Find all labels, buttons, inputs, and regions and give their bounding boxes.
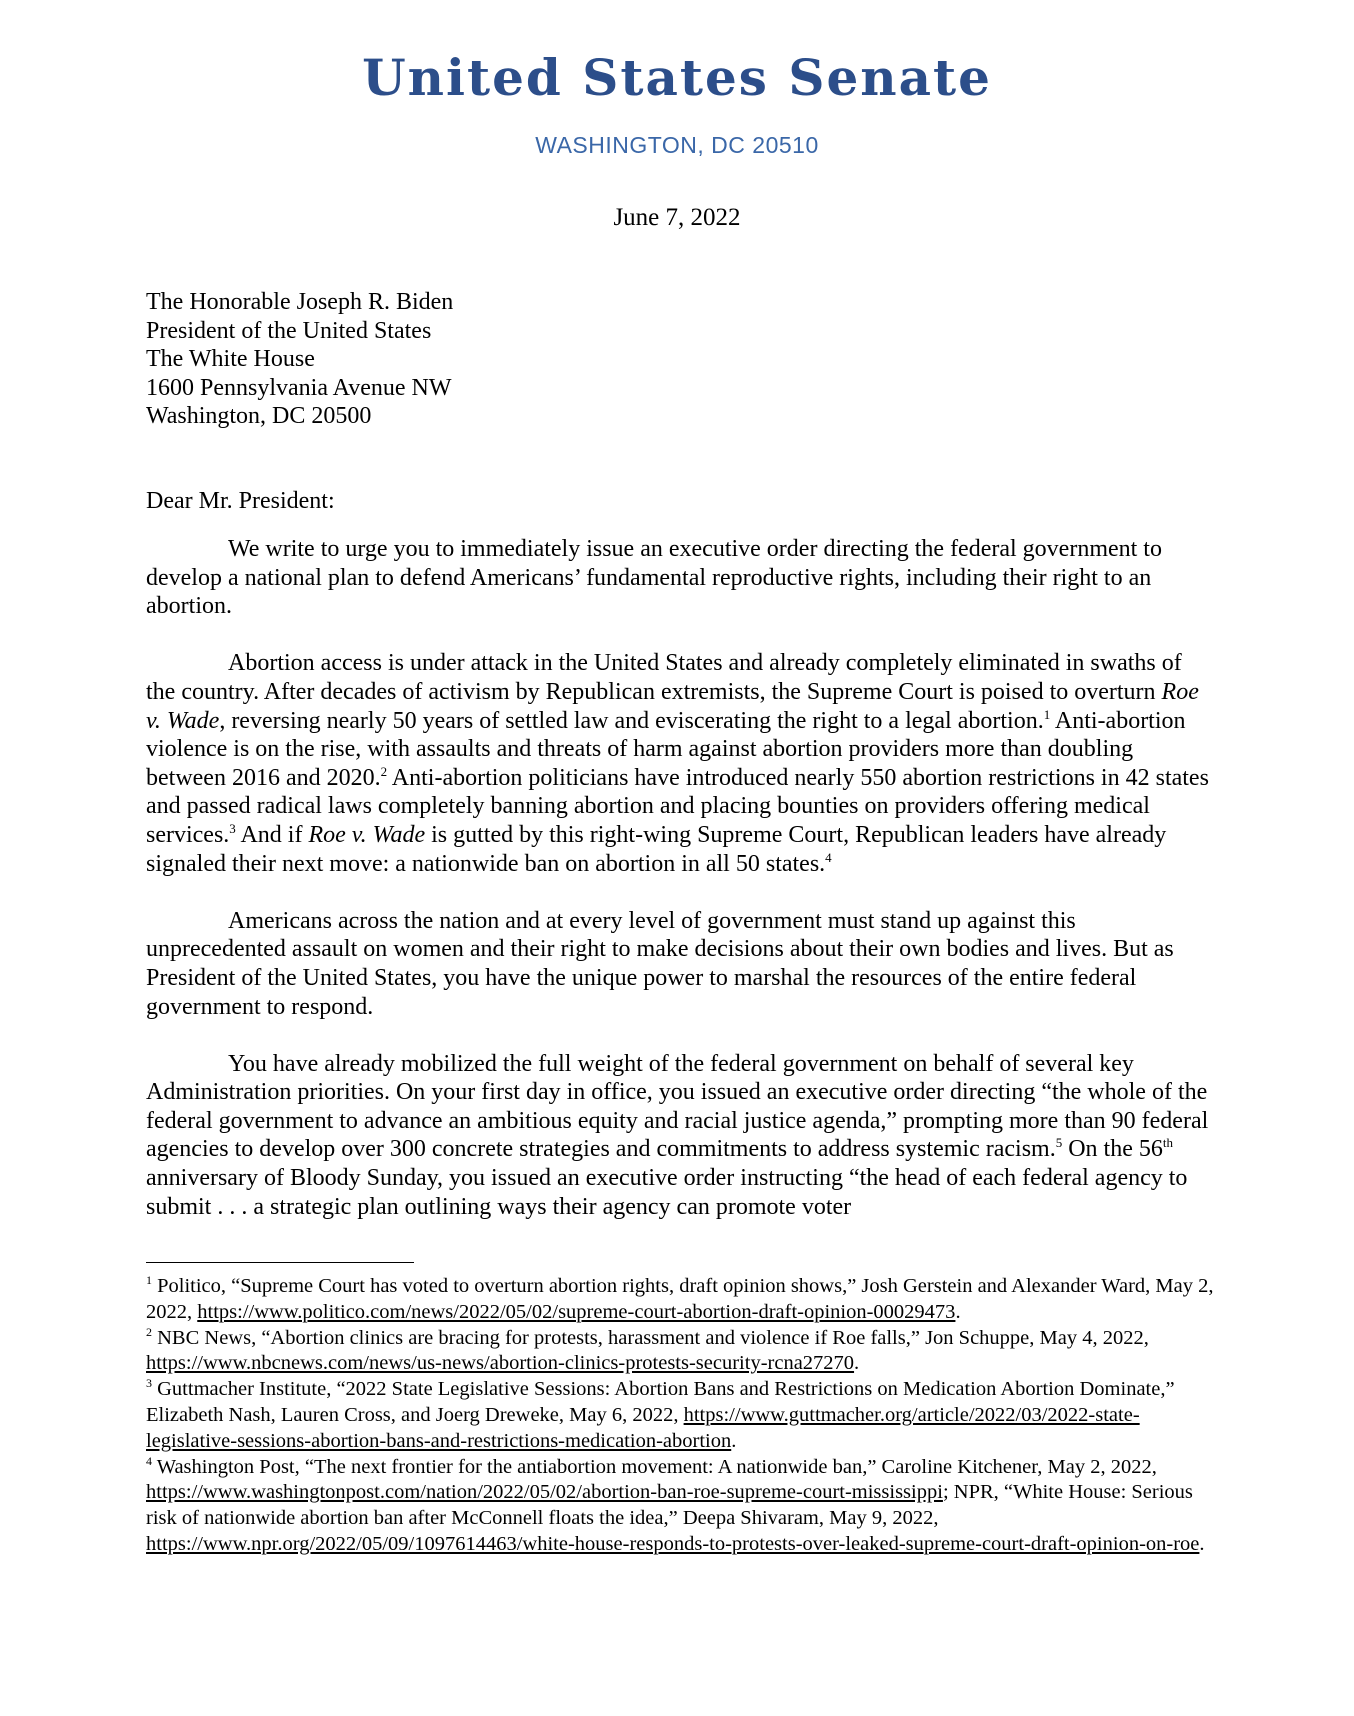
case-name: Roe v. Wade: [308, 821, 426, 848]
footnote-link[interactable]: https://www.npr.org/2022/05/09/1097614463/white-house-responds-to-protests-over-leaked-supreme-court-draft-opinion-on-roe: [146, 1532, 1200, 1555]
salutation: Dear Mr. President:: [146, 488, 335, 514]
address-line: Washington, DC 20500: [146, 403, 372, 430]
address-line: President of the United States: [146, 317, 432, 344]
footnote-link[interactable]: https://www.washingtonpost.com/nation/2022/05/02/abortion-ban-roe-supreme-court-mississippi: [146, 1481, 943, 1504]
footnote-ref[interactable]: 5: [1055, 1135, 1063, 1151]
paragraph-4: You have already mobilized the full weight of the federal government on behalf of several key Administration priorities. On your first day in office, you issued an executive order directing “the whole of the federal government to advance an ambitious equity and racial justice agenda,” prompting more than 90 federal agencies to develop over 300 concrete strategies and commitments to address systemic racism.$^5$ On the 56th anniversary of Bloody Sunday, you issued an executive order instructing “the head of each federal agency to submit . . . a strategic plan outlining ways their agency can promote voter: [146, 1050, 1209, 1220]
paragraph-2: Abortion access is under attack in the United States and already completely eliminated in swaths of the country. After decades of activism by Republican extremists, the Supreme Court is poised to overturn Roe v. Wade, reversing nearly 50 years of settled law and eviscerating the right to a legal abortion.$^1$ Anti-abortion violence is on the rise, with assaults and threats of harm against abortion providers more than doubling between 2016 and 2020.$^2$ Anti-abortion politicians have introduced nearly 550 abortion restrictions in 42 states and passed radical laws completely banning abortion and placing bounties on providers offering medical services.$^3$ And if Roe v. Wade is gutted by this right-wing Supreme Court, Republican leaders have already signaled their next move: a nationwide ban on abortion in all 50 states.$^4$: [146, 650, 1209, 877]
letterhead-location: WASHINGTON, DC 20510: [535, 132, 819, 158]
footnote-link[interactable]: https://www.nbcnews.com/news/us-news/abortion-clinics-protests-security-rcna27270: [146, 1352, 855, 1375]
letter-body: [146, 535, 1216, 1250]
case-name: Roe v. Wade: [146, 678, 1199, 734]
footnote-ref[interactable]: 3: [229, 820, 236, 836]
footnote-ref[interactable]: 1: [1043, 706, 1051, 722]
address-line: The White House: [146, 346, 315, 373]
footnote-3: $^3$ Guttmacher Institute, “2022 State Legislative Sessions: Abortion Bans and Restrictions on Medication Abortion Dominate,” Elizabeth Nash, Lauren Cross, and Joerg Dreweke, May 6, 2022, https://www.guttmacher.org/article/2022/03/2022-state-legislative-sessions-abortion-bans-and-restrictions-medication-abortion.: [146, 1376, 1175, 1452]
address-line: 1600 Pennsylvania Avenue NW: [146, 374, 452, 401]
letter-date: June 7, 2022: [613, 204, 741, 231]
footnotes: [146, 1274, 1216, 1558]
footnote-link[interactable]: https://www.politico.com/news/2022/05/02/supreme-court-abortion-draft-opinion-00029473: [197, 1300, 956, 1323]
recipient-address: [146, 288, 1216, 431]
footnote-1: $^1$ Politico, “Supreme Court has voted to overturn abortion rights, draft opinion shows,” Josh Gerstein and Alexander Ward, May 2, 2022, https://www.politico.com/news/2022/05/02/supreme-court-abortion-draft-opinion-00029473.: [146, 1273, 1214, 1323]
letterhead-title: United States Senate: [362, 48, 992, 107]
footnote-divider: [146, 1262, 414, 1263]
footnote-ref[interactable]: 2: [380, 763, 388, 779]
address-line: The Honorable Joseph R. Biden: [146, 289, 454, 315]
footnote-2: $^2$ NBC News, “Abortion clinics are bracing for protests, harassment and violence if Roe falls,” Jon Schuppe, May 4, 2022, https://www.nbcnews.com/news/us-news/abortion-clinics-protests-security-rcna27270.: [146, 1324, 1149, 1375]
paragraph-3: Americans across the nation and at every level of government must stand up against this unprecedented assault on women and their right to make decisions about their own bodies and lives. But as President of the United States, you have the unique power to marshal the resources of the entire federal government to respond.: [146, 907, 1174, 1020]
footnote-ref[interactable]: 4: [825, 849, 832, 865]
ordinal-suffix: th: [1162, 1135, 1173, 1151]
footnote-link[interactable]: https://www.guttmacher.org/article/2022/03/2022-state-legislative-sessions-abortion-bans-and-restrictions-medication-abortion: [146, 1403, 1140, 1452]
paragraph-1: We write to urge you to immediately issue an executive order directing the federal government to develop a national plan to defend Americans’ fundamental reproductive rights, including their right to an abortion.: [146, 536, 1162, 620]
footnote-4: $^4$ Washington Post, “The next frontier for the antiabortion movement: A nationwide ban,” Caroline Kitchener, May 2, 2022, https://www.washingtonpost.com/nation/2022/05/02/abortion-ban-roe-supreme-court-mississippi; NPR, “White House: Serious risk of nationwide abortion ban after McConnell floats the idea,” Deepa Shivaram, May 9, 2022, https://www.npr.org/2022/05/09/1097614463/white-house-responds-to-protests-over-leaked-supreme-court-draft-opinion-on-roe.: [146, 1453, 1205, 1555]
